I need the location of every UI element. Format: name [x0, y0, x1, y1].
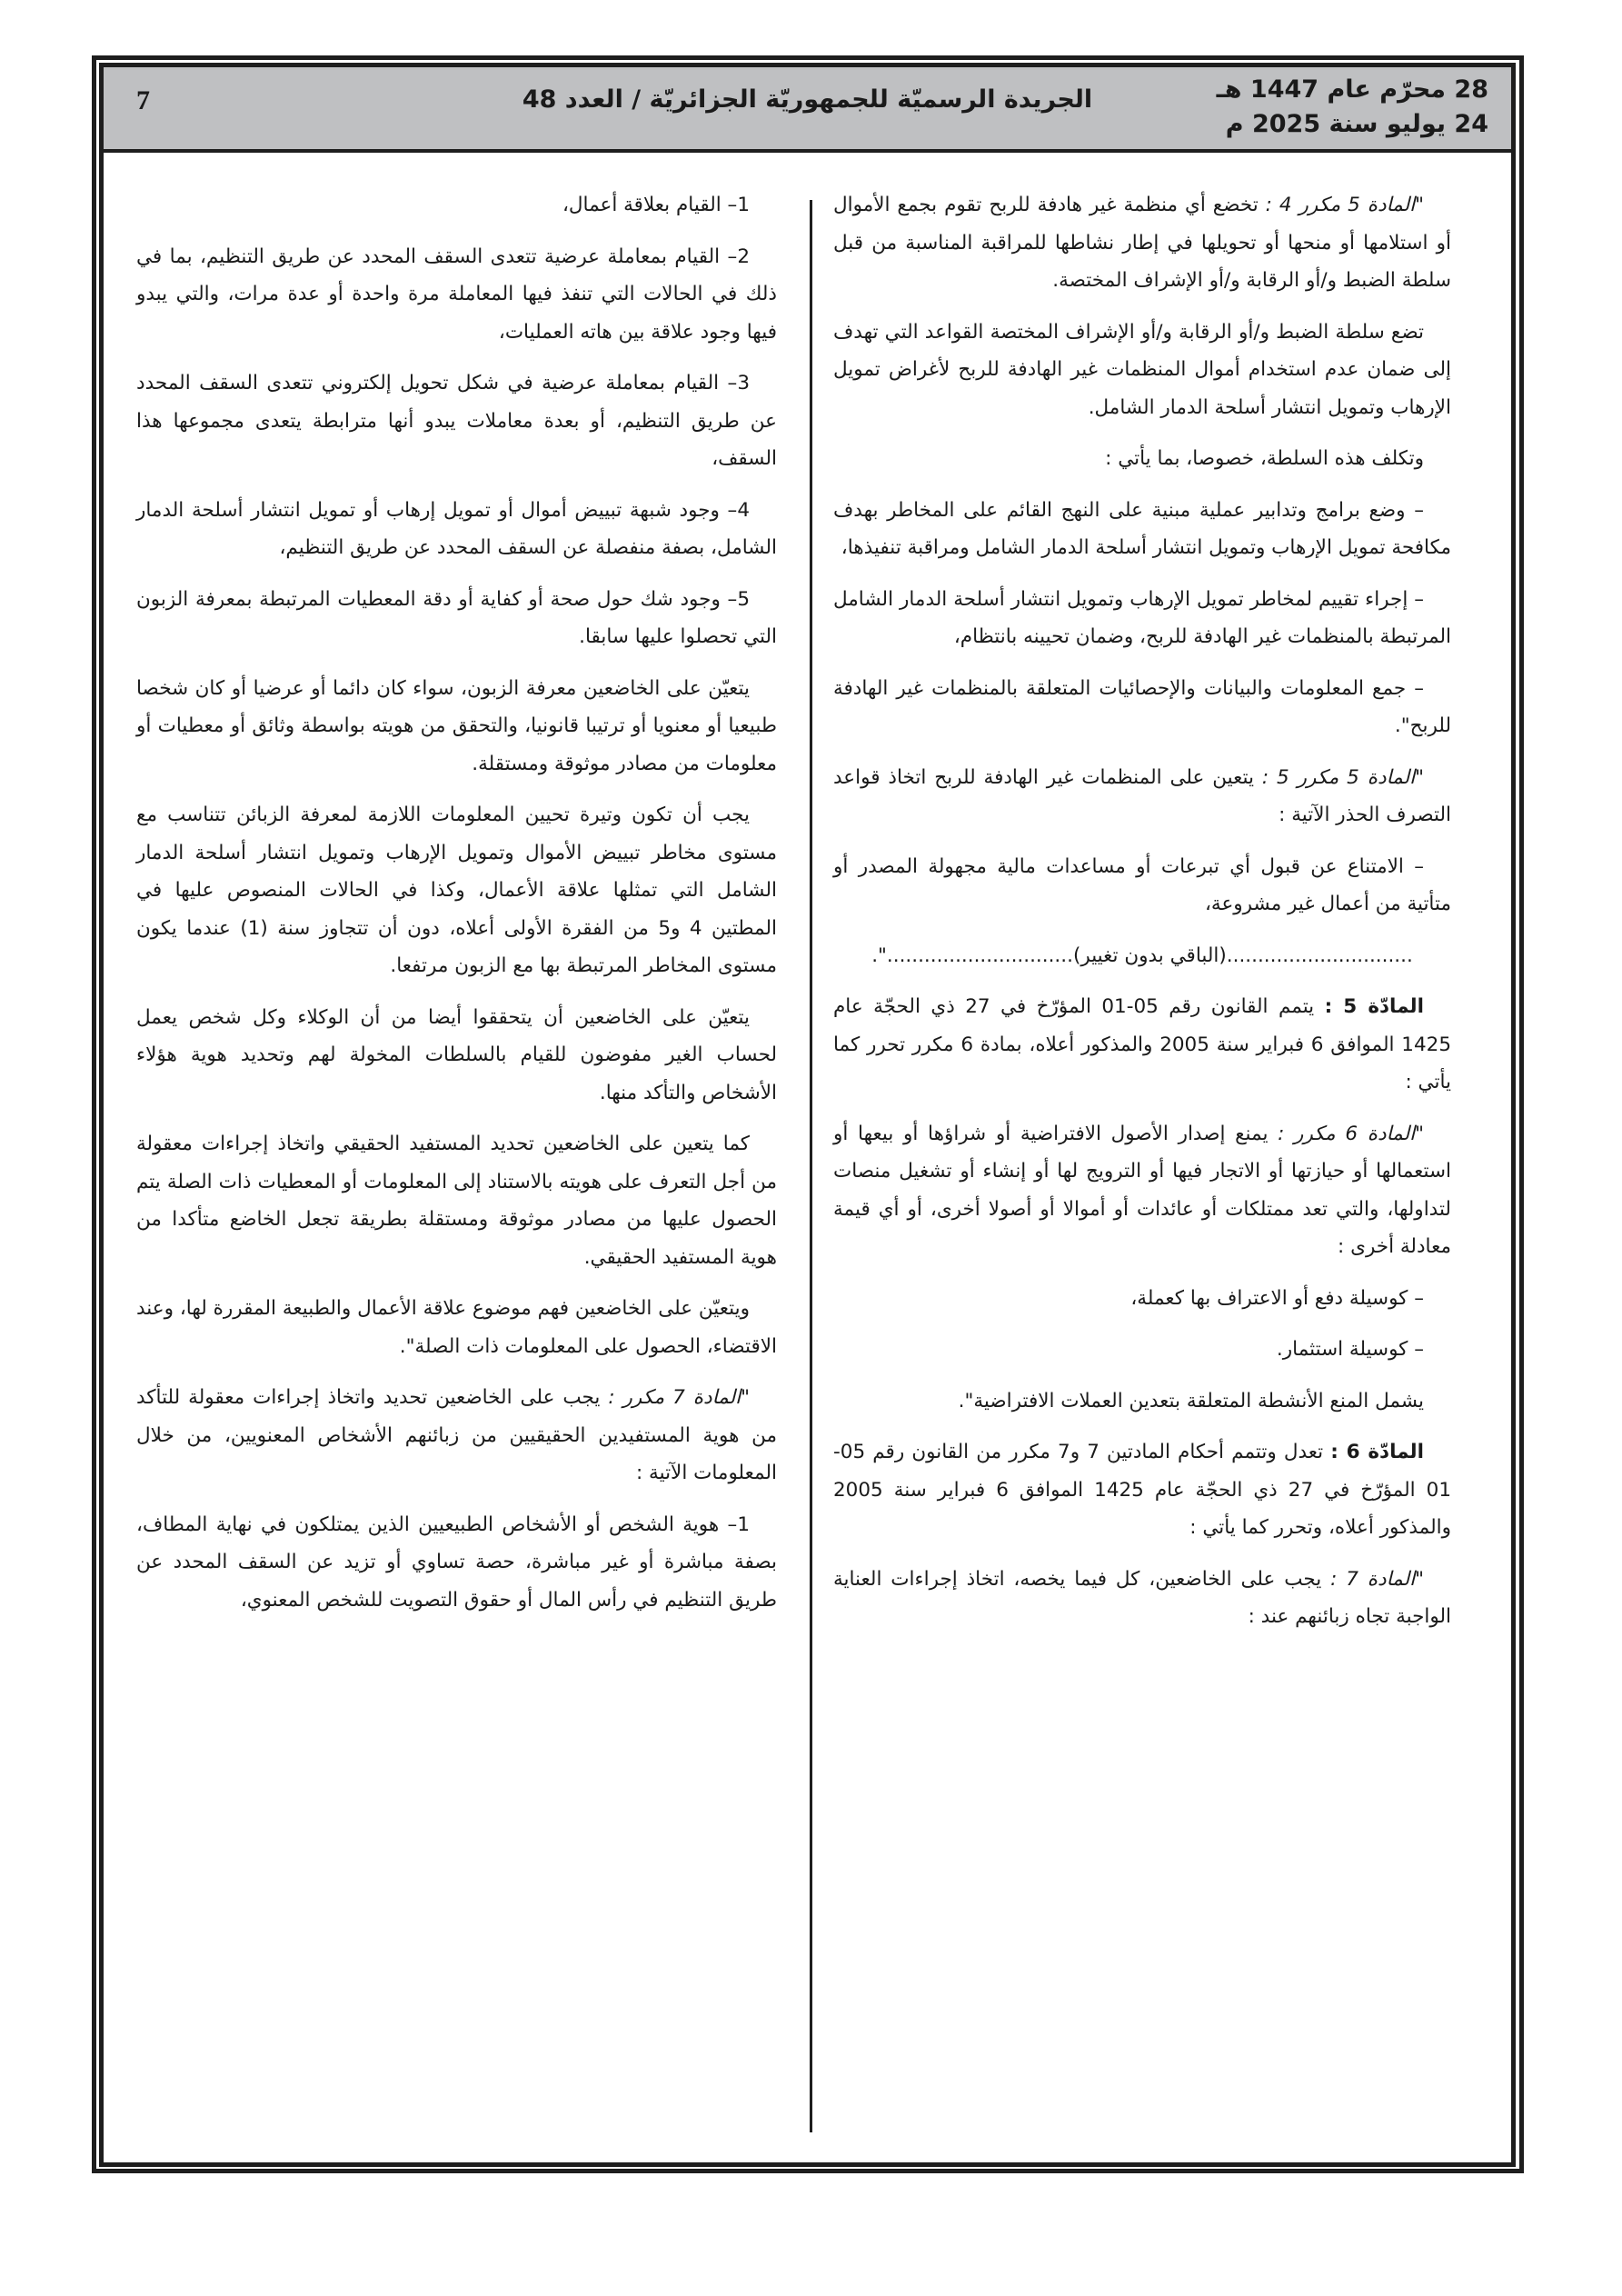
list-item: 5– وجود شك حول صحة أو كفاية أو دقة المعطيات المرتبطة بمعرفة الزبون التي تحصلوا عليها سابقا.	[136, 587, 777, 648]
list-item: – كوسيلة استثمار.	[1276, 1338, 1424, 1361]
list-item: 1– هوية الشخص أو الأشخاص الطبيعيين الذين يمتلكون في نهاية المطاف، بصفة مباشرة أو غير مباشرة، حصة تساوي أو تزيد عن السقف المحدد عن طريق التنظيم في رأس المال أو حقوق التصويت للشخص المعنوي،	[136, 1512, 777, 1612]
paragraph: يجب أن تكون وتيرة تحيين المعلومات اللازمة لمعرفة الزبائن تتناسب مع مستوى مخاطر تبييض الأموال وتمويل الإرهاب وتمويل انتشار أسلحة الدمار الشامل التي تمثلها علاقة الأعمال، وكذا في الحالات المنصوص عليها في المطتين 4 و5 من الفقرة الأولى أعلاه، دون أن تتجاوز سنة (1) عندما يكون مستوى المخاطر المرتبطة بها مع الزبون مرتفعا.	[136, 804, 777, 977]
paragraph-art7bis: "المادة 7 مكرر : يجب على الخاضعين تحديد واتخاذ إجراءات معقولة للتأكد من هوية المستفيدين الحقيقيين من زبائنهم الأشخاص المعنويين، من خلال المعلومات الآتية :	[136, 1386, 777, 1484]
paragraph: وتكلف هذه السلطة، خصوصا، بما يأتي :	[1105, 447, 1424, 470]
gazette-header	[104, 67, 1511, 153]
list-item: 1– القيام بعلاقة أعمال،	[562, 194, 750, 216]
list-item: 3– القيام بمعاملة عرضية في شكل تحويل إلكتروني تتعدى السقف المحدد عن طريق التنظيم، أو بعدة معاملات يبدو أنها مترابطة يتعدى مجموعها هذا السقف،	[136, 372, 777, 470]
article-6: المادّة 6 : تعدل وتتمم أحكام المادتين 7 و7 مكرر من القانون رقم 05-01 المؤرّخ في 27 ذي الحجّة عام 1425 الموافق 6 فبراير سنة 2005 والمذكور أعلاه، وتحرر كما يأتي :	[833, 1441, 1451, 1539]
gregorian-date: 24 يوليو سنة 2025 م	[1225, 110, 1488, 138]
list-item: – جمع المعلومات والبيانات والإحصائيات المتعلقة بالمنظمات غير الهادفة للربح".	[833, 676, 1451, 737]
paragraph: كما يتعين على الخاضعين تحديد المستفيد الحقيقي واتخاذ إجراءات معقولة من أجل التعرف على هويته بالاستناد إلى المعلومات أو المعطيات ذات الصلة يتم الحصول عليها من مصادر موثوقة ومستقلة بطريقة تجعل الخاضع متأكدا من هوية المستفيد الحقيقي.	[136, 1133, 777, 1269]
list-item: 2– القيام بمعاملة عرضية تتعدى السقف المحدد عن طريق التنظيم، بما في ذلك في الحالات التي تنفذ فيها المعاملة مرة واحدة أو عدة مرات، والتي يبدو فيها وجود علاقة بين هاته العمليات،	[136, 245, 777, 344]
list-item: – كوسيلة دفع أو الاعتراف بها كعملة،	[1130, 1286, 1424, 1310]
right-column	[833, 186, 1451, 1650]
list-item: – الامتناع عن قبول أي تبرعات أو مساعدات مالية مجهولة المصدر أو متأتية من أعمال غير مشروعة،	[833, 854, 1451, 915]
list-item: – وضع برامج وتدابير عملية مبنية على النهج القائم على المخاطر بهدف مكافحة تمويل الإرهاب وتمويل انتشار أسلحة الدمار الشامل ومراقبة تنفيذها،	[833, 498, 1451, 559]
paragraph: ويتعيّن على الخاضعين فهم موضوع علاقة الأعمال والطبيعة المقررة لها، وعند الاقتضاء، الحصول على المعلومات ذات الصلة".	[136, 1297, 777, 1358]
paragraph: يتعيّن على الخاضعين أن يتحققوا أيضا من أن الوكلاء وكل شخص يعمل لحساب الغير مفوضون للقيام بالسلطات المخولة لهم وتحديد هوية هؤلاء الأشخاص والتأكد منها.	[136, 1005, 777, 1104]
paragraph: يتعيّن على الخاضعين معرفة الزبون، سواء كان دائما أو عرضيا أو كان شخصا طبيعيا أو معنويا أو ترتيبا قانونيا، والتحقق من هويته بواسطة وثائق أو معطيات أو معلومات من مصادر موثوقة ومستقلة.	[136, 676, 777, 775]
list-item: – إجراء تقييم لمخاطر تمويل الإرهاب وتمويل انتشار أسلحة الدمار الشامل المرتبطة بالمنظمات غير الهادفة للربح، وضمان تحيينه بانتظام،	[833, 587, 1451, 648]
column-divider	[810, 200, 812, 2132]
article-5: المادّة 5 : يتمم القانون رقم 05-01 المؤرّخ في 27 ذي الحجّة عام 1425 الموافق 6 فبراير سنة 2005 والمذكور أعلاه، بمادة 6 مكرر تحرر كما يأتي :	[833, 995, 1451, 1093]
paragraph: يشمل المنع الأنشطة المتعلقة بتعدين العملات الافتراضية".	[958, 1389, 1424, 1413]
issue-dates	[1217, 73, 1488, 142]
paragraph-art7: "المادة 7 : يجب على الخاضعين، كل فيما يخصه، اتخاذ إجراءات العناية الواجبة تجاه زبائنهم عند :	[833, 1567, 1451, 1628]
page-number: 7	[136, 85, 150, 115]
gazette-title: الجريدة الرسميّة للجمهوريّة الجزائريّة / العدد 48	[522, 85, 1093, 114]
remainder-unchanged: ..............................(الباقي بدون تغيير)..............................".	[871, 943, 1413, 967]
left-column	[136, 186, 777, 1632]
hijri-date: 28 محرّم عام 1447 هـ	[1216, 75, 1488, 104]
paragraph-art5bis5: "المادة 5 مكرر 5 : يتعين على المنظمات غير الهادفة للربح اتخاذ قواعد التصرف الحذر الآتية :	[833, 765, 1451, 826]
paragraph: تضع سلطة الضبط و/أو الرقابة و/أو الإشراف المختصة القواعد التي تهدف إلى ضمان عدم استخدام أموال المنظمات غير الهادفة للربح لأغراض تمويل الإرهاب وتمويل انتشار أسلحة الدمار الشامل.	[833, 320, 1451, 419]
paragraph-art6bis: "المادة 6 مكرر : يمنع إصدار الأصول الافتراضية أو شراؤها أو بيعها أو استعمالها أو حيازتها أو الاتجار فيها أو الترويج لها أو إنشاء أو تشغيل منصات لتداولها، والتي تعد ممتلكات أو عائدات أو أموالا أو أصولا أخرى، أو أي قيمة معادلة أخرى :	[833, 1122, 1451, 1258]
list-item: 4– وجود شبهة تبييض أموال أو تمويل إرهاب أو تمويل انتشار أسلحة الدمار الشامل، بصفة منفصلة عن السقف المحدد عن طريق التنظيم،	[136, 498, 777, 559]
paragraph-art5bis4: "المادة 5 مكرر 4 : تخضع أي منظمة غير هادفة للربح تقوم بجمع الأموال أو استلامها أو منحها أو تحويلها في إطار نشاطها للمراقبة المناسبة من قبل سلطة الضبط و/أو الرقابة و/أو الإشراف المختصة.	[833, 194, 1451, 292]
